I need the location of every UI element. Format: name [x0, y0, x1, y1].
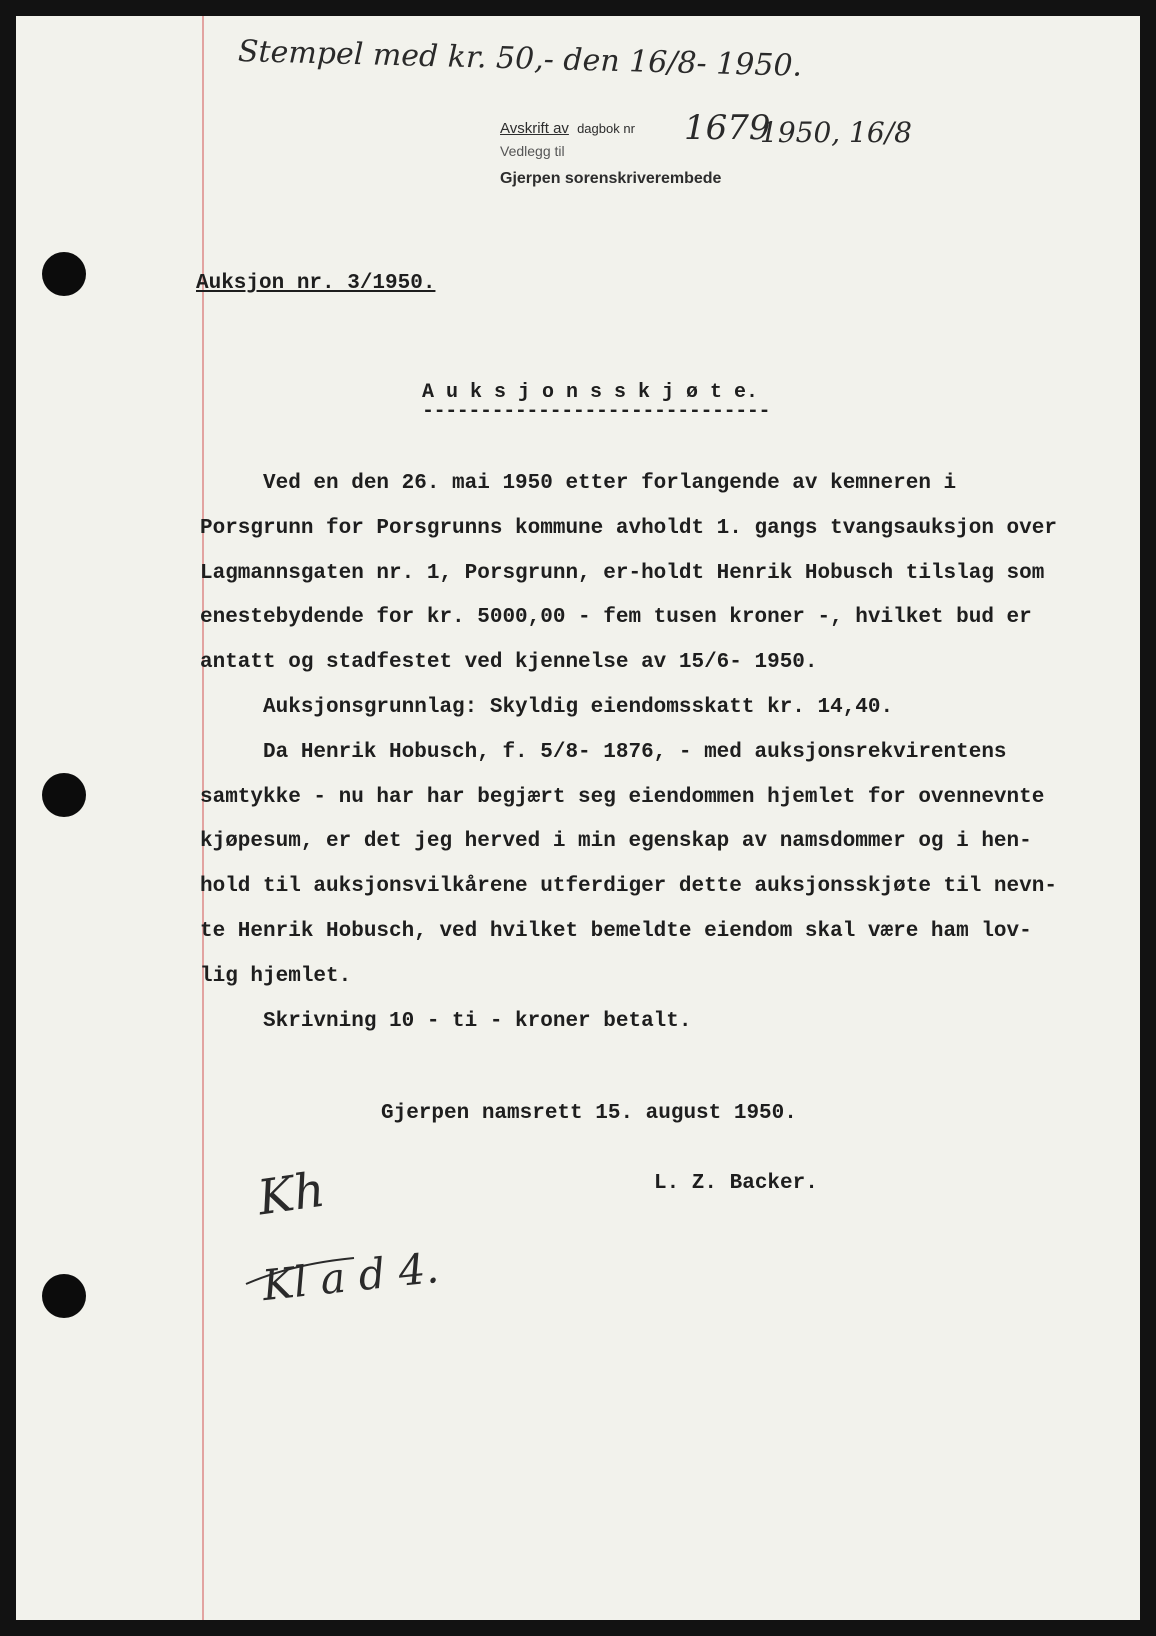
body-line: kjøpesum, er det jeg herved i min egenskap av namsdommer og i hen- [200, 830, 1032, 854]
handwritten-annotation: Kl a d 4. [259, 1242, 441, 1311]
body-line: antatt og stadfestet ved kjennelse av 15/6- 1950. [200, 651, 818, 675]
handwritten-journal-number: 1679 [684, 108, 771, 148]
body-line: te Henrik Hobusch, ved hvilket bemeldte eiendom skal være ham lov- [200, 919, 1032, 943]
body-line: lig hjemlet. [200, 964, 352, 988]
punch-hole [42, 252, 86, 296]
stamp-line2-label: Vedlegg til [500, 143, 565, 159]
punch-hole [42, 1274, 86, 1318]
title-rule: ------------------------------ [422, 400, 771, 423]
stamp-line1-suffix: dagbok nr [577, 121, 635, 136]
handwritten-initials: Kh [254, 1161, 329, 1227]
body-text [200, 462, 1057, 1044]
handwritten-journal-date: 1950, 16/8 [760, 116, 912, 149]
punch-hole [42, 773, 86, 817]
auction-reference: Auksjon nr. 3/1950. [196, 272, 436, 295]
body-line: Porsgrunn for Porsgrunns kommune avholdt 1. gangs tvangsauksjon over [200, 516, 1057, 540]
stamp-office: Gjerpen sorenskriverembede [500, 170, 722, 187]
stamp-line1-label: Avskrift av [500, 120, 569, 137]
body-line: Auksjonsgrunnlag: Skyldig eiendomsskatt kr. 14,40. [200, 695, 894, 719]
place-and-date: Gjerpen namsrett 15. august 1950. [381, 1102, 797, 1125]
signature-name: L. Z. Backer. [654, 1172, 818, 1195]
body-line: Ved en den 26. mai 1950 etter forlangende av kemneren i [200, 472, 957, 495]
body-line: samtykke - nu har har begjært seg eiendommen hjemlet for ovennevnte [200, 785, 1045, 809]
body-line: enestebydende for kr. 5000,00 - fem tusen kroner -, hvilket bud er [200, 606, 1032, 630]
body-line: Skrivning 10 - ti - kroner betalt. [200, 1009, 692, 1033]
document-title: A u k s j o n s s k j ø t e. [422, 381, 759, 404]
stamp-block [500, 120, 635, 137]
body-line: Da Henrik Hobusch, f. 5/8- 1876, - med auksjonsrekvirentens [200, 740, 1007, 764]
body-line: Lagmannsgaten nr. 1, Porsgrunn, er-holdt Henrik Hobusch tilslag som [200, 561, 1045, 585]
body-line: hold til auksjonsvilkårene utferdiger dette auksjonsskjøte til nevn- [200, 875, 1057, 899]
paper-sheet [16, 16, 1140, 1620]
handwritten-stamp-note: Stempel med kr. 50,- den 16/8- 1950. [237, 34, 803, 84]
